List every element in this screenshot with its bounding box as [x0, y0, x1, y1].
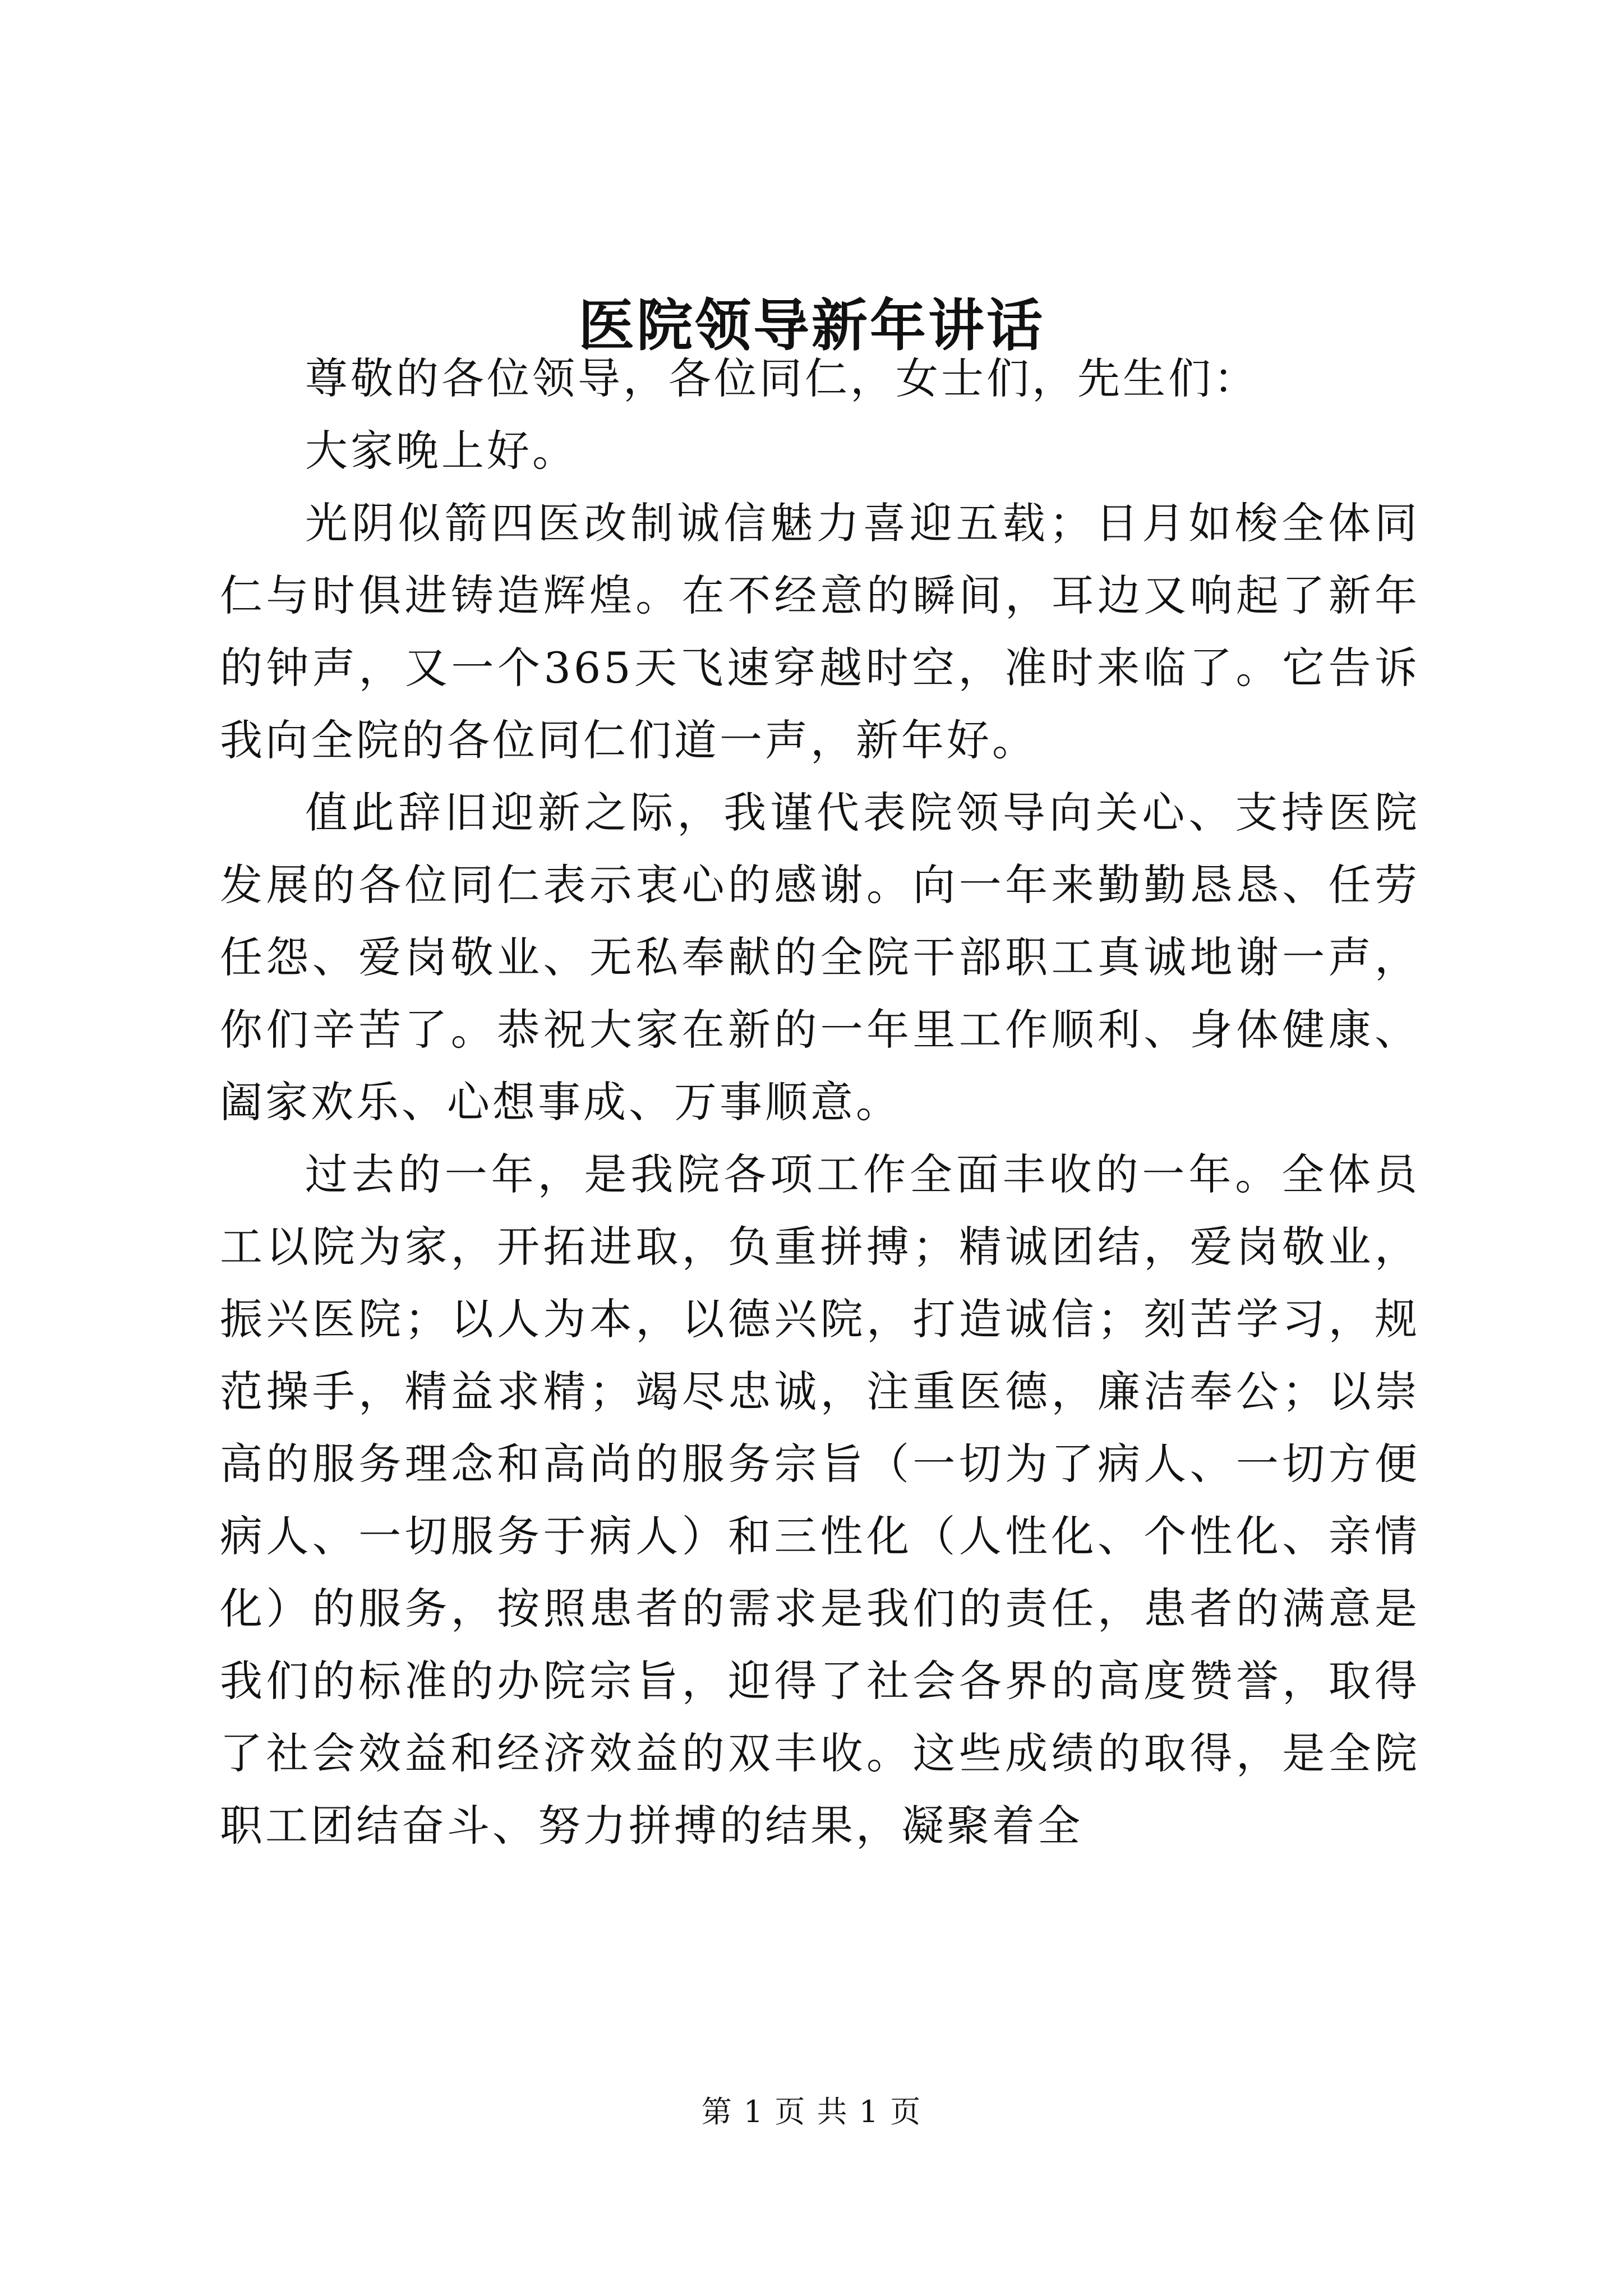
greeting-paragraph: 大家晚上好。: [305, 426, 578, 476]
body-paragraph: 值此辞旧迎新之际，我谨代表院领导向关心、支持医院发展的各位同仁表示衷心的感谢。向一年来勤勤恳恳、任劳任怨、爱岗敬业、无私奉献的全院干部职工真诚地谢一声，你们辛苦了。恭祝大家在新的一年里工作顺利、身体健康、阖家欢乐、心想事成、万事顺意。: [220, 788, 1420, 1127]
body-paragraph: 过去的一年，是我院各项工作全面丰收的一年。全体员工以院为家，开拓进取，负重拼搏；精诚团结，爱岗敬业，振兴医院；以人为本，以德兴院，打造诚信；刻苦学习，规范操手，精益求精；竭尽忠诚，注重医德，廉洁奉公；以崇高的服务理念和高尚的服务宗旨（一切为了病人、一切方便病人、一切服务于病人）和三性化（人性化、个性化、亲情化）的服务，按照患者的需求是我们的责任，患者的满意是我们的标准的办院宗旨，迎得了社会各界的高度赞誉，取得了社会效益和经济效益的双丰收。这些成绩的取得，是全院职工团结奋斗、努力拼搏的结果，凝聚着全: [220, 1149, 1420, 1851]
document-title: 医院领导新年讲话: [578, 292, 1045, 358]
page-footer: 第 1 页 共 1 页: [701, 2094, 922, 2129]
salutation-paragraph: 尊敬的各位领导，各位同仁，女士们，先生们：: [305, 353, 1259, 403]
body-paragraph: 光阴似箭四医改制诚信魅力喜迎五载；日月如梭全体同仁与时俱进铸造辉煌。在不经意的瞬间，耳边又响起了新年的钟声，又一个365天飞速穿越时空，准时来临了。它告诉我向全院的各位同仁们道一声，新年好。: [220, 498, 1420, 765]
document-body: [220, 342, 1420, 1862]
